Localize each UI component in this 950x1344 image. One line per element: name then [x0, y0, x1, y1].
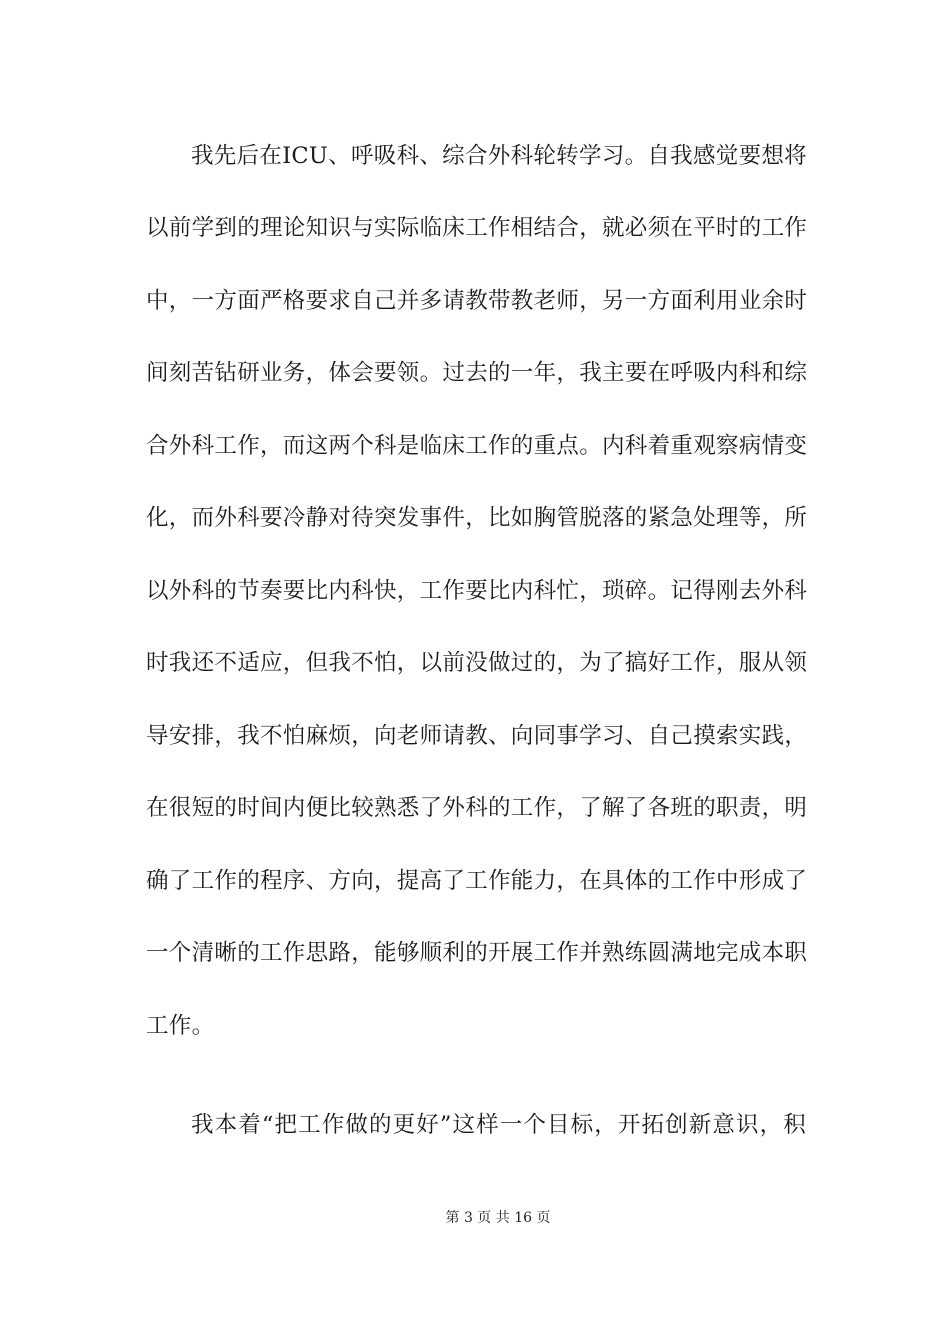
paragraph-1-line-5: 合外科工作，而这两个科是临床工作的重点。内科着重观察病情变: [146, 433, 808, 459]
paragraph-1-line-1: 我先后在ICU、呼吸科、综合外科轮转学习。自我感觉要想将: [191, 143, 807, 169]
paragraph-1-line-12: 一个清晰的工作思路，能够顺利的开展工作并熟练圆满地完成本职: [146, 940, 808, 966]
paragraph-1-line-8: 时我还不适应，但我不怕，以前没做过的，为了搞好工作，服从领: [146, 650, 808, 676]
paragraph-1-line-3: 中，一方面严格要求自己并多请教带教老师，另一方面利用业余时: [146, 288, 808, 314]
paragraph-1-line-13: 工作。: [146, 1013, 215, 1039]
paragraph-1-line-10: 在很短的时间内便比较熟悉了外科的工作，了解了各班的职责，明: [146, 795, 808, 821]
paragraph-1-line-2: 以前学到的理论知识与实际临床工作相结合，就必须在平时的工作: [146, 215, 808, 241]
paragraph-1-line-7: 以外科的节奏要比内科快，工作要比内科忙，琐碎。记得刚去外科: [146, 578, 808, 604]
paragraph-1-line-11: 确了工作的程序、方向，提高了工作能力，在具体的工作中形成了: [146, 868, 808, 894]
paragraph-1-line-9: 导安排，我不怕麻烦，向老师请教、向同事学习、自己摸索实践，: [146, 723, 808, 749]
paragraph-1-line-6: 化，而外科要冷静对待突发事件，比如胸管脱落的紧急处理等，所: [146, 505, 808, 531]
page-number-footer: 第 3 页 共 16 页: [445, 1210, 551, 1226]
paragraph-2-line-1: 我本着“把工作做的更好”这样一个目标，开拓创新意识，积: [191, 1112, 806, 1138]
paragraph-1-line-4: 间刻苦钻研业务，体会要领。过去的一年，我主要在呼吸内科和综: [146, 360, 808, 386]
